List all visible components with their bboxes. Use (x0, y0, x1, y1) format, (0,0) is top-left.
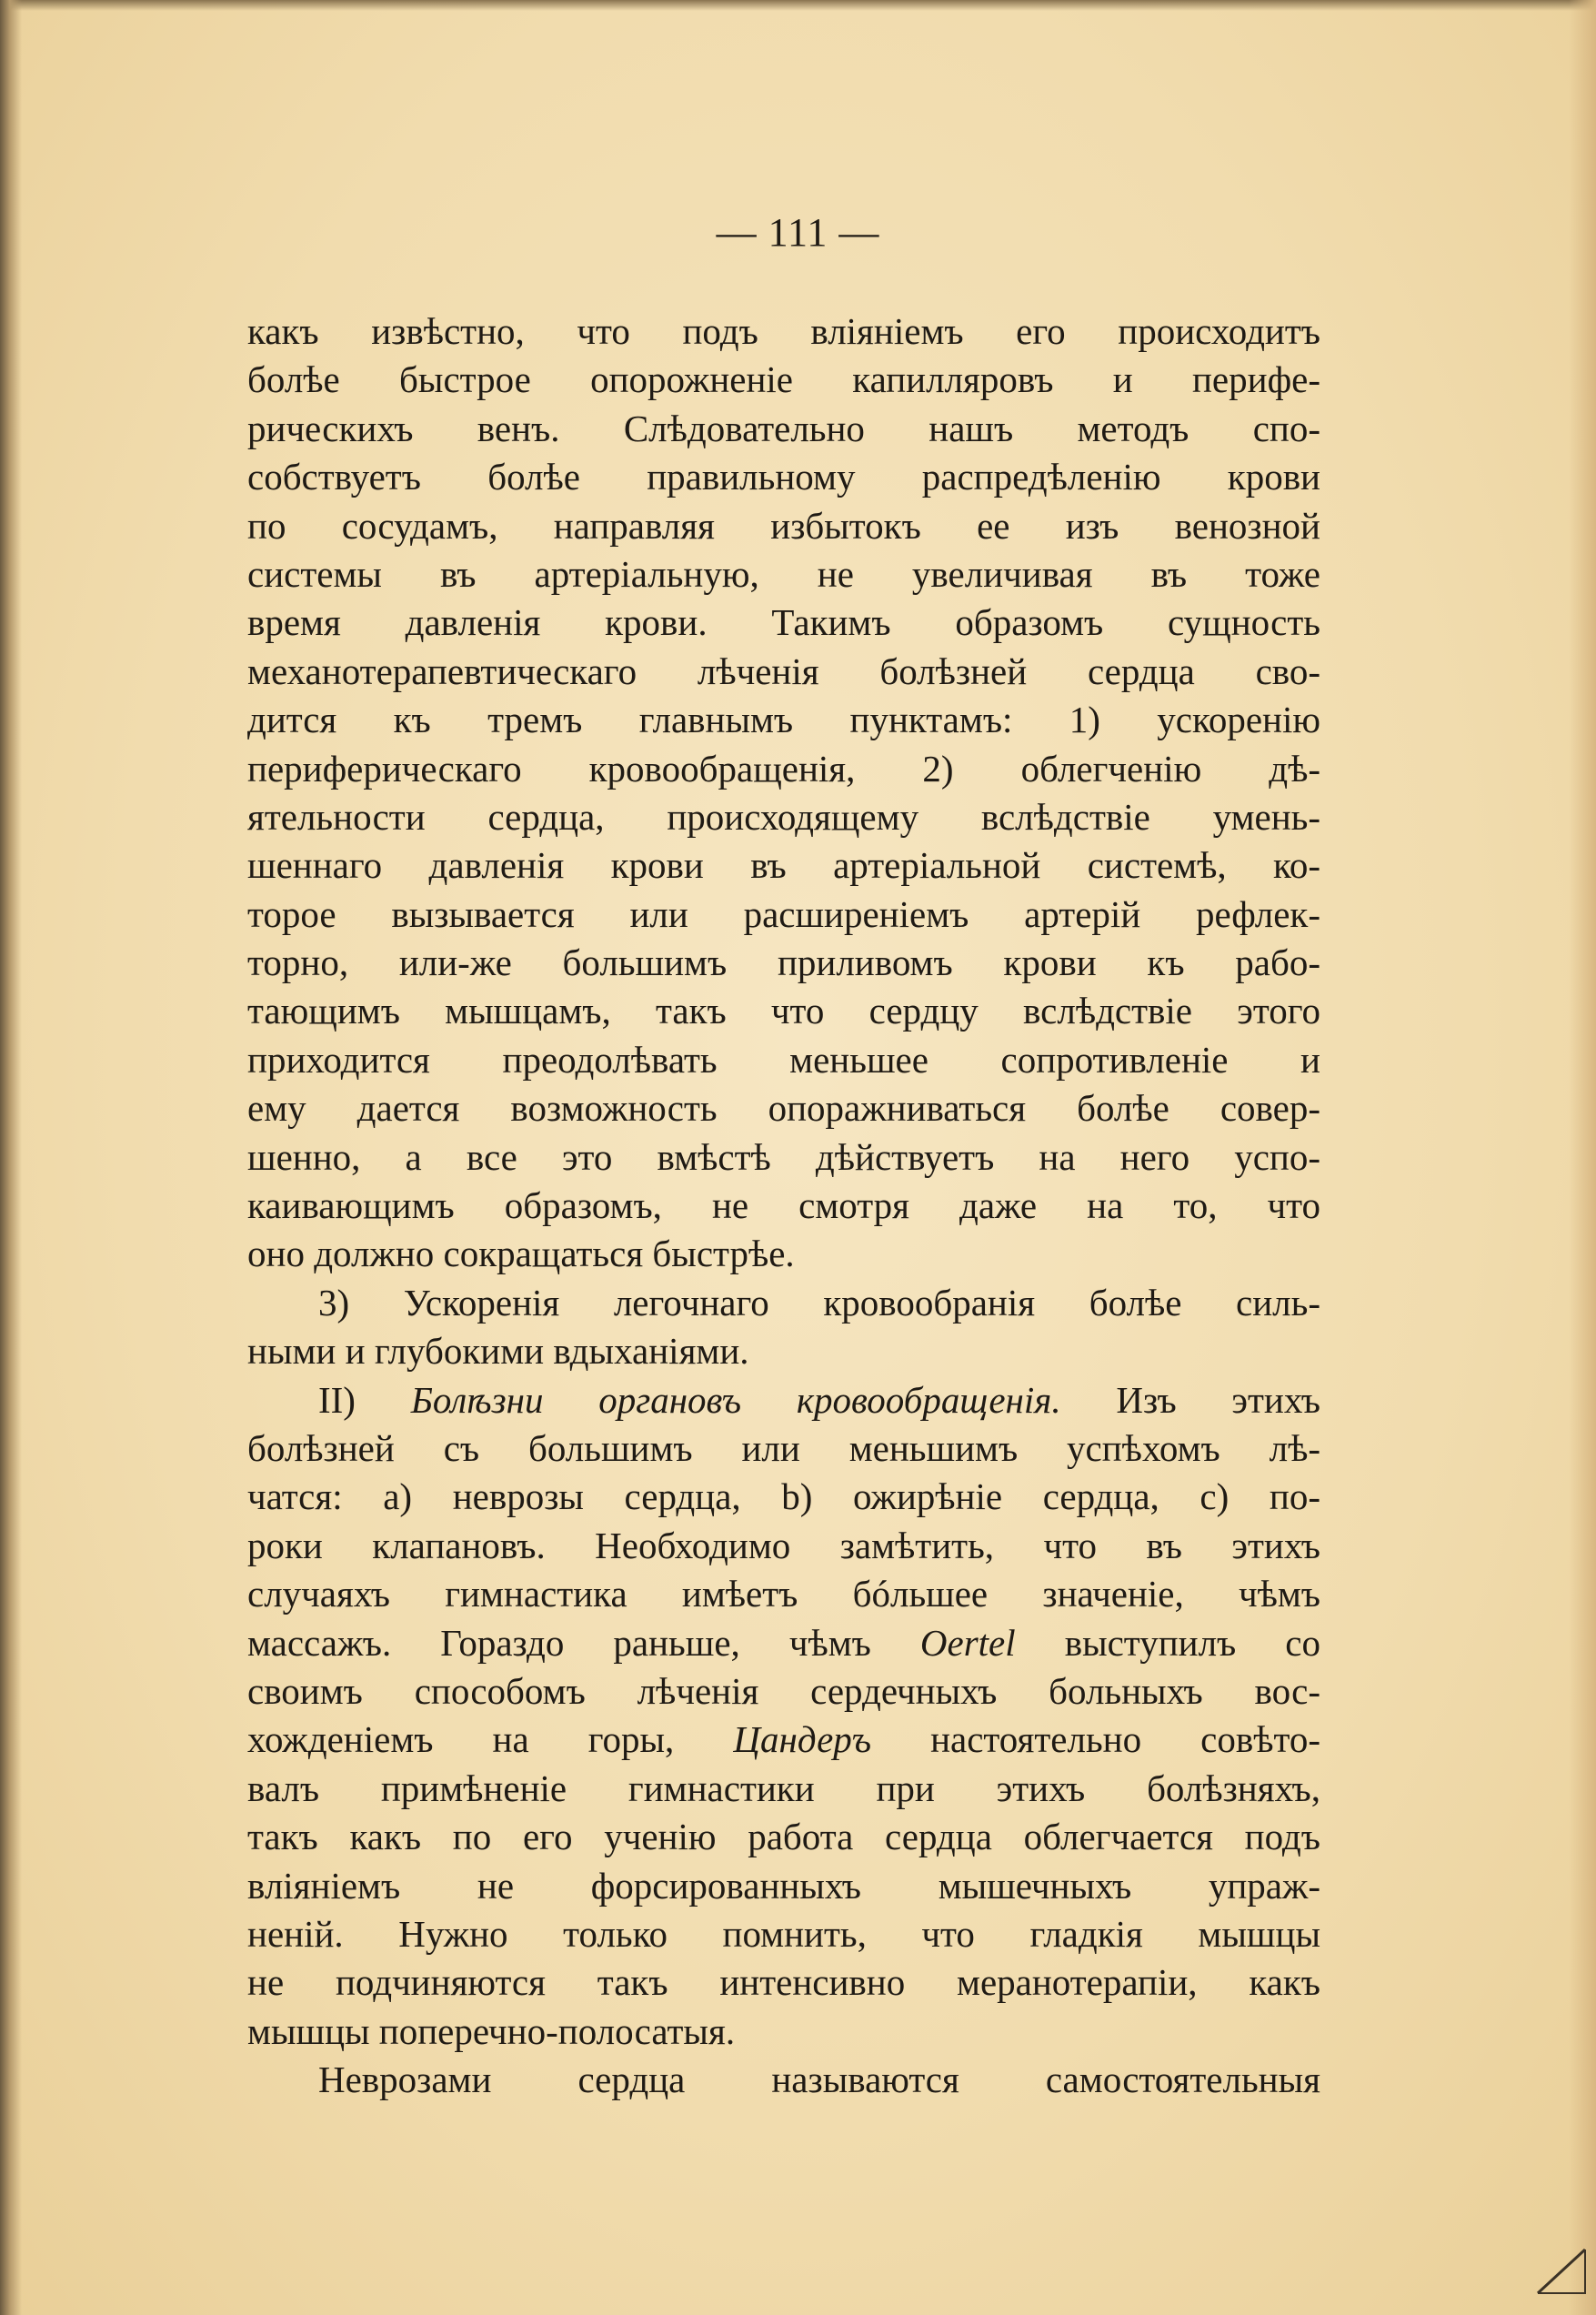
text-line: оно должно сокращаться быстрѣе. (247, 1233, 795, 1275)
page-top-edge-shadow (0, 0, 1596, 11)
text-line: вліяніемъ не форсированныхъ мышечныхъ упраж- (247, 1864, 1320, 1907)
text-line: тающимъ мышцамъ, такъ что сердцу вслѣдствіе этого (247, 990, 1320, 1032)
text-line: своимъ способомъ лѣченія сердечныхъ больныхъ вос- (247, 1669, 1320, 1712)
person-name: Цандеръ (733, 1718, 872, 1761)
text-line: чатся: a) неврозы сердца, b) ожирѣніе сердца, c) по- (247, 1475, 1320, 1518)
page-right-edge-shadow (1569, 0, 1596, 2315)
text-line: болѣе быстрое опорожненіе капилляровъ и перифе- (247, 358, 1320, 401)
text-line: системы въ артеріальную, не увеличивая въ тоже (247, 552, 1320, 595)
text-line: рическихъ венъ. Слѣдовательно нашъ методъ спо- (247, 407, 1320, 449)
person-name: Oertel (919, 1621, 1016, 1664)
text-line-with-name (247, 1619, 1320, 1667)
text-line: не подчиняются такъ интенсивно меранотерапіи, какъ (247, 1961, 1320, 2004)
section-number: II) (318, 1378, 411, 1421)
text-line: болѣзней съ большимъ или меньшимъ успѣхомъ лѣ- (247, 1426, 1320, 1469)
text-line: шенно, а все это вмѣстѣ дѣйствуетъ на него успо- (247, 1135, 1320, 1178)
text-line: каивающимъ образомъ, не смотря даже на то, что (247, 1184, 1320, 1227)
text-line: собствуетъ болѣе правильному распредѣленію крови (247, 456, 1320, 498)
text-fragment: Изъ этихъ (1060, 1378, 1320, 1421)
text-line: Неврозами сердца называются самостоятельныя (318, 2058, 1320, 2101)
text-line: ятельности сердца, происходящему вслѣдствіе умень- (247, 795, 1320, 838)
text-line-with-name (247, 1716, 1320, 1764)
text-line: дится къ тремъ главнымъ пунктамъ: 1) ускоренію (247, 699, 1320, 741)
page-corner-mark (1534, 2242, 1589, 2297)
page-binding-shadow (0, 0, 22, 2315)
text-line: время давленія крови. Такимъ образомъ сущность (247, 601, 1320, 644)
text-line: такъ какъ по его ученію работа сердца облегчается подъ (247, 1816, 1320, 1858)
text-line: по сосудамъ, направляя избытокъ ее изъ венозной (247, 504, 1320, 547)
page-number: — 111 — (716, 210, 880, 255)
text-line: случаяхъ гимнастика имѣетъ бóльшее значеніе, чѣмъ (247, 1573, 1320, 1615)
text-line-with-heading (247, 1376, 1320, 1424)
text-line: механотерапевтическаго лѣченія болѣзней сердца сво- (247, 649, 1320, 692)
text-line: ными и глубокими вдыханіями. (247, 1330, 749, 1373)
text-fragment: настоятельно совѣто- (871, 1718, 1321, 1761)
body-text (247, 307, 1320, 2104)
text-line: валъ примѣненіе гимнастики при этихъ болѣзняхъ, (247, 1766, 1320, 1809)
text-line: неній. Нужно только помнить, что гладкія мышцы (247, 1912, 1320, 1955)
text-fragment: выступилъ со (1015, 1621, 1320, 1664)
text-fragment: хожденіемъ на горы, (247, 1718, 734, 1761)
section-heading: Болѣзни органовъ кровообращенія. (410, 1378, 1061, 1421)
text-line: приходится преодолѣвать меньшее сопротивленіе и (247, 1038, 1320, 1081)
text-line: какъ извѣстно, что подъ вліяніемъ его происходитъ (247, 310, 1320, 352)
text-line: мышцы поперечно-полосатыя. (247, 2009, 736, 2052)
text-line: периферическаго кровообращенія, 2) облегченію дѣ- (247, 747, 1320, 790)
text-fragment: массажъ. Гораздо раньше, чѣмъ (247, 1621, 920, 1664)
text-line: торое вызывается или расширеніемъ артерій рефлек- (247, 892, 1320, 935)
text-line: роки клапановъ. Необходимо замѣтить, что въ этихъ (247, 1524, 1320, 1566)
text-line: шеннаго давленія крови въ артеріальной системѣ, ко- (247, 844, 1320, 887)
text-line: торно, или-же большимъ приливомъ крови къ рабо- (247, 941, 1320, 984)
text-line: ему дается возможность опоражниваться болѣе совер- (247, 1087, 1320, 1130)
text-line: 3) Ускоренія легочнаго кровообранія болѣе силь- (318, 1281, 1320, 1324)
